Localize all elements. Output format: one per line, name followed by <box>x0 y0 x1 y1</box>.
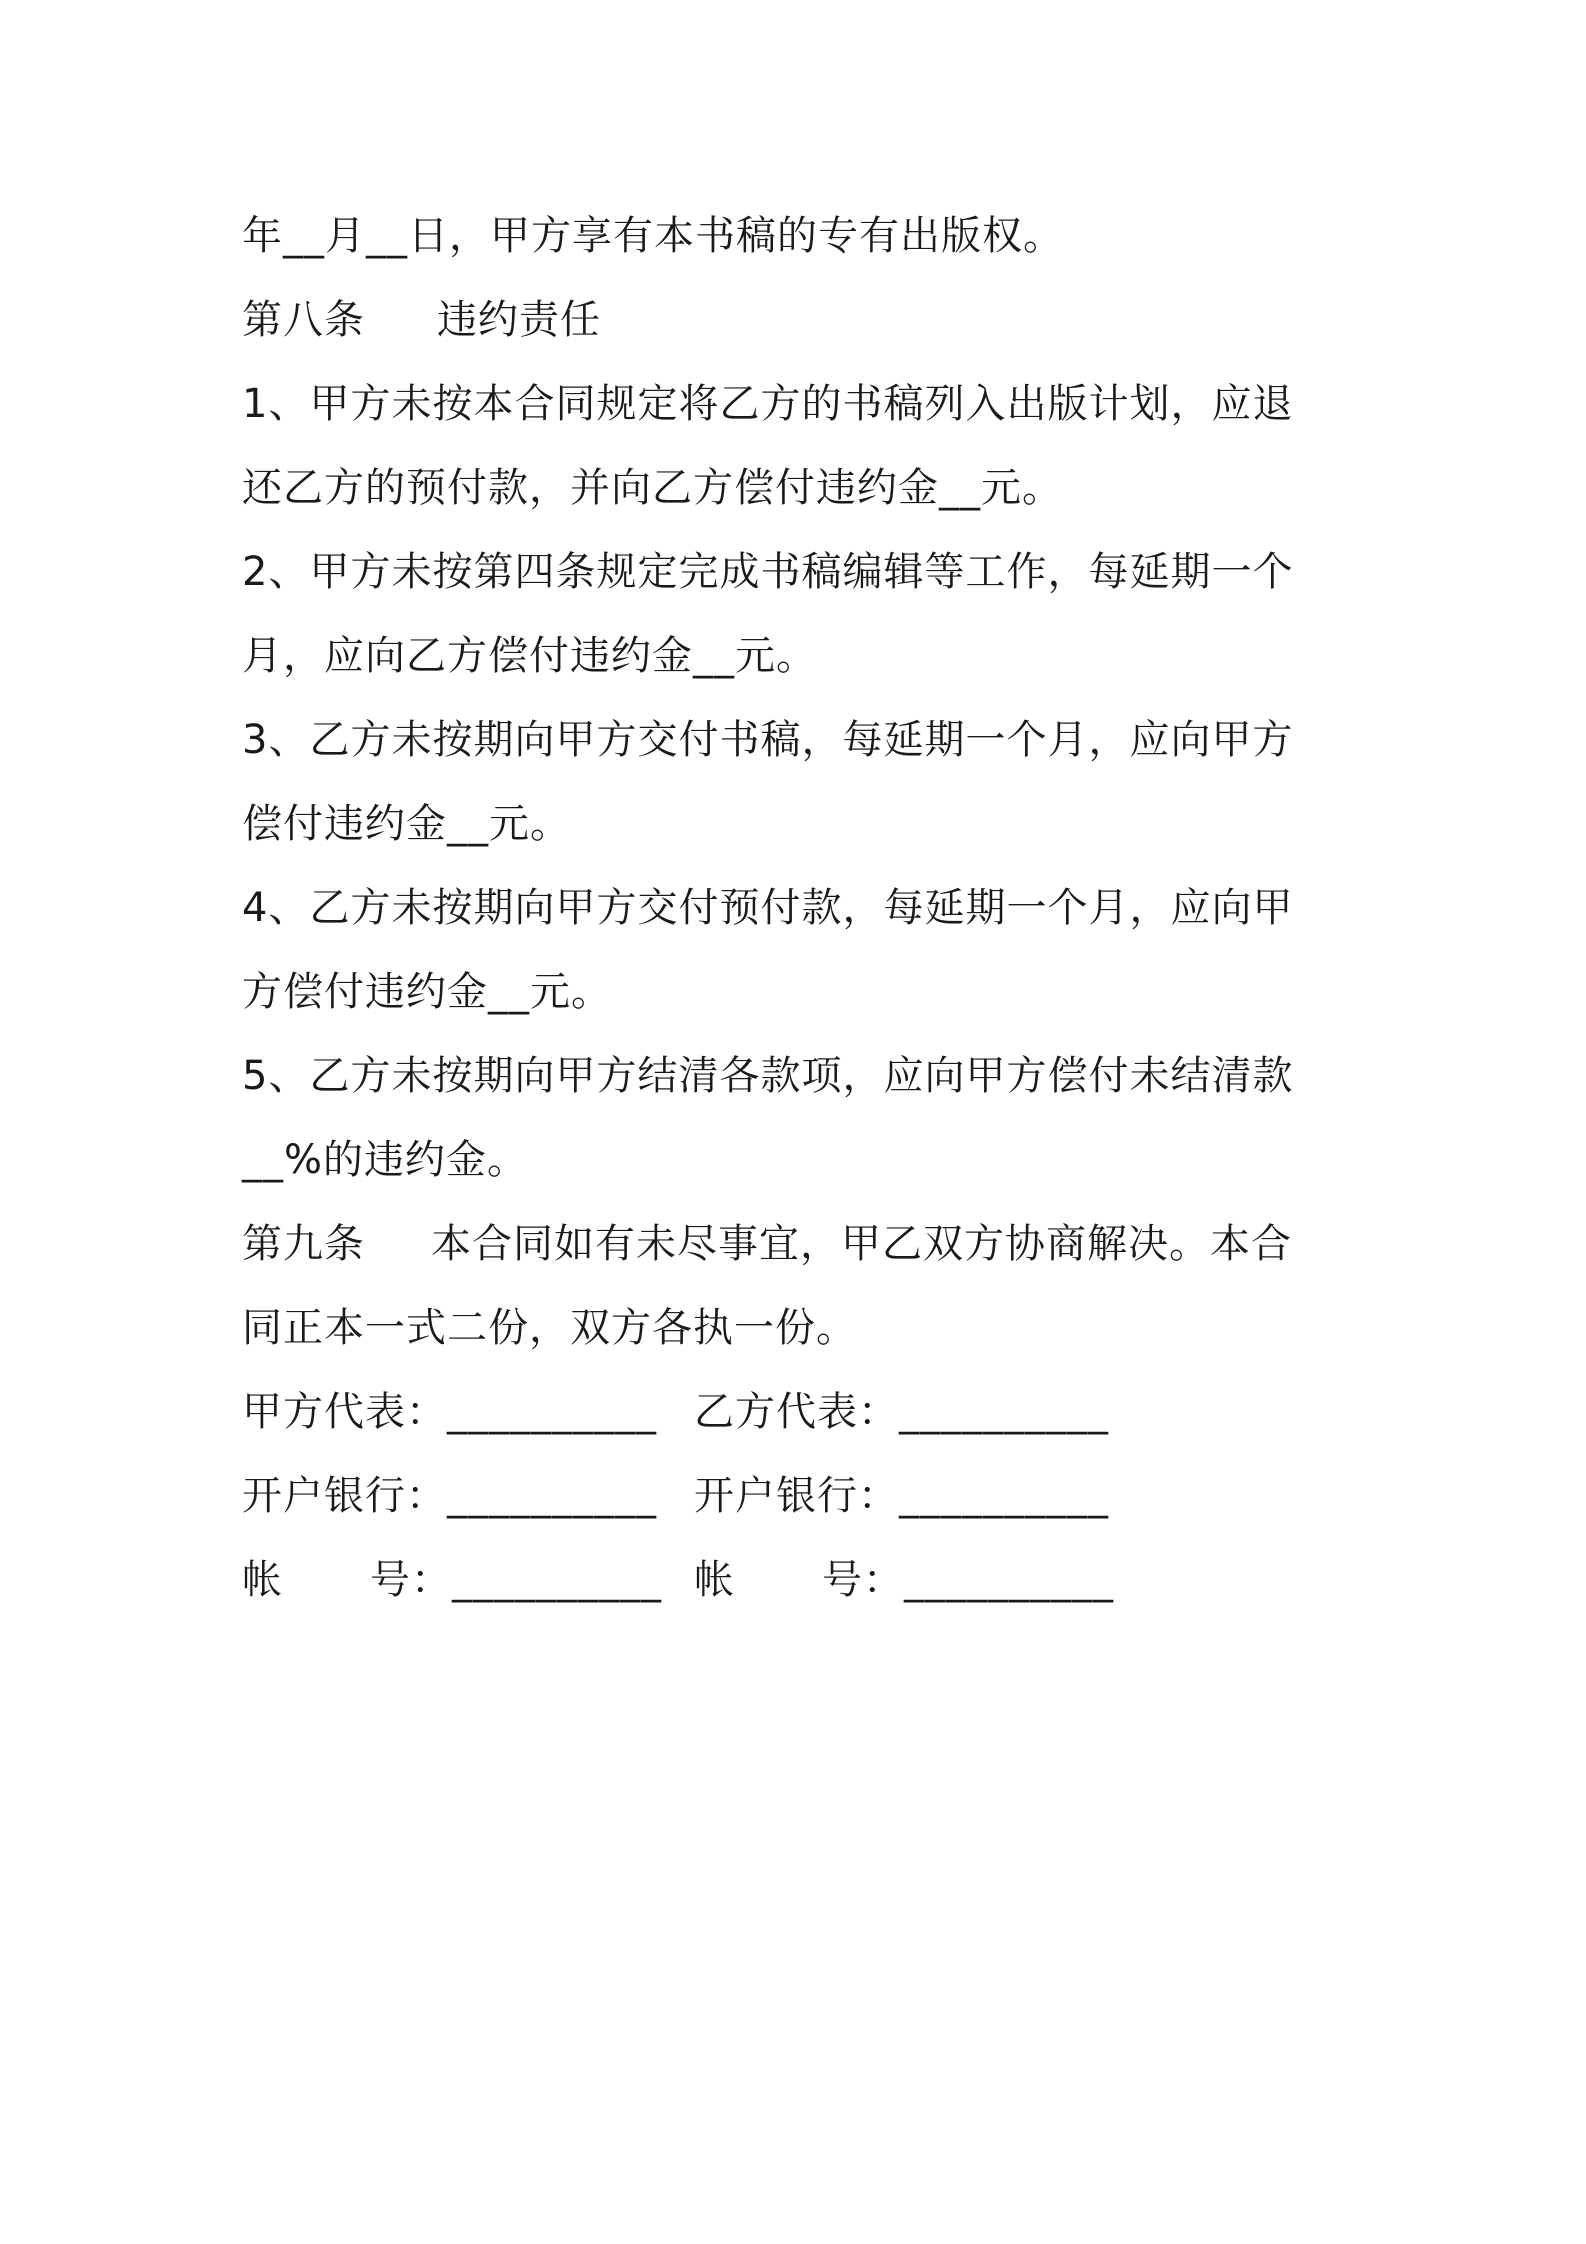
clause-1-line-2: 还乙方的预付款，并向乙方偿付违约金__元。 <box>242 465 1063 511</box>
party-b-account <box>694 1538 1114 1622</box>
clause-4-line-1: 4、乙方未按期向甲方交付预付款，每延期一个月，应向甲 <box>242 885 1294 931</box>
clause-1-line-1: 1、甲方未按本合同规定将乙方的书稿列入出版计划，应退 <box>242 381 1294 427</box>
article-9-line-2: 同正本一式二份，双方各执一份。 <box>242 1305 857 1351</box>
article-9-number: 第九条 <box>242 1221 365 1267</box>
article-9-line-1 <box>242 1202 1362 1286</box>
article-8-number: 第八条 <box>242 297 365 343</box>
party-b-bank: 开户银行：__________ <box>694 1473 1109 1519</box>
clause-5-line-2: __%的违约金。 <box>242 1137 529 1183</box>
clause-3-line-1: 3、乙方未按期向甲方交付书稿，每延期一个月，应向甲方 <box>242 717 1294 763</box>
contract-body <box>242 194 1362 1622</box>
paragraph-line: 年__月__日，甲方享有本书稿的专有出版权。 <box>242 213 1064 259</box>
clause-2-line-2: 月，应向乙方偿付违约金__元。 <box>242 633 817 679</box>
article-8-title: 违约责任 <box>437 297 601 343</box>
article-8-heading <box>242 278 1362 362</box>
article-9-text: 本合同如有未尽事宜，甲乙双方协商解决。本合 <box>431 1221 1292 1267</box>
party-a-representative: 甲方代表：__________ <box>242 1389 657 1435</box>
account-label-rest: 号：__________ <box>370 1557 662 1603</box>
signature-row-account <box>242 1538 1362 1622</box>
signature-row-representative <box>242 1370 1362 1454</box>
party-a-bank: 开户银行：__________ <box>242 1473 657 1519</box>
clause-3-line-2: 偿付违约金__元。 <box>242 801 571 847</box>
account-label-rest: 号：__________ <box>822 1557 1114 1603</box>
clause-4-line-2: 方偿付违约金__元。 <box>242 969 612 1015</box>
account-label-char: 帐 <box>694 1557 735 1603</box>
clause-2-line-1: 2、甲方未按第四条规定完成书稿编辑等工作，每延期一个 <box>242 549 1294 595</box>
account-label-char: 帐 <box>242 1557 283 1603</box>
party-b-representative: 乙方代表：__________ <box>694 1389 1109 1435</box>
signature-row-bank <box>242 1454 1362 1538</box>
clause-5-line-1: 5、乙方未按期向甲方结清各款项，应向甲方偿付未结清款 <box>242 1053 1294 1099</box>
party-a-account <box>242 1538 662 1622</box>
